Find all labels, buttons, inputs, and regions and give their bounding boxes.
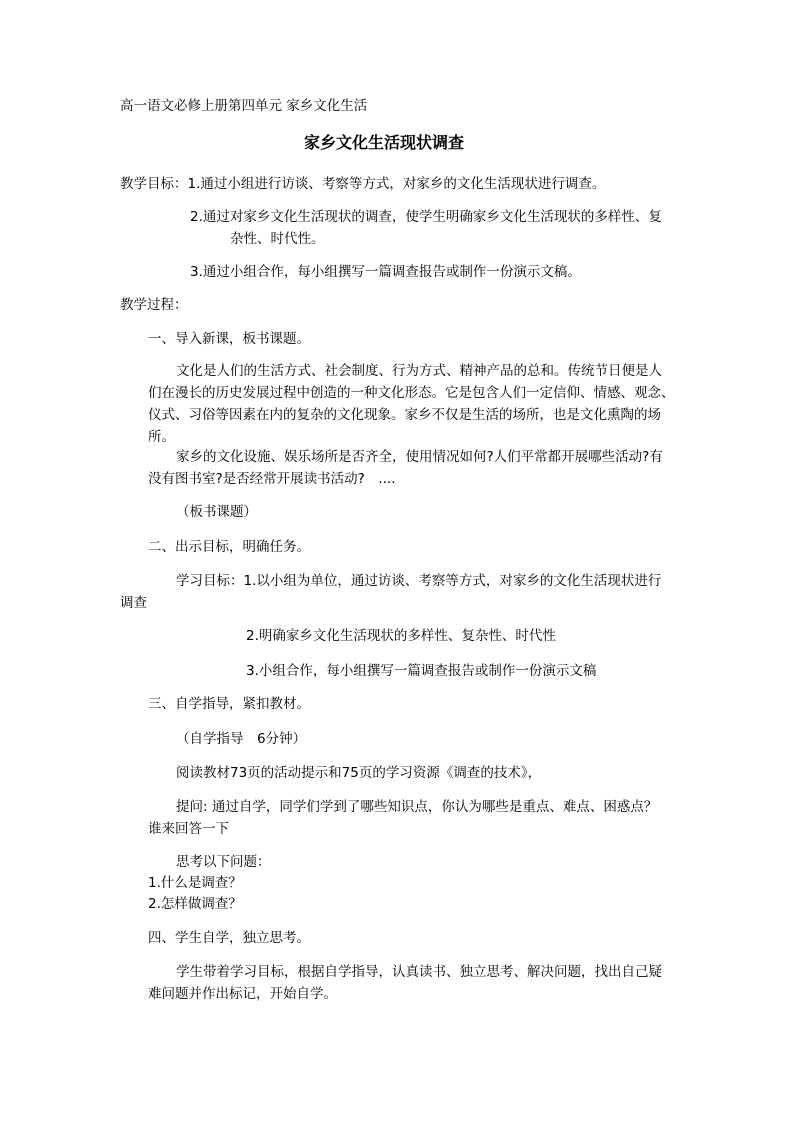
- section-2-goal-line-1: 学习目标：1.以小组为单位，通过访谈、考察等方式，对家乡的文化生活现状进行: [176, 573, 662, 589]
- section-1-para-1-line-3: 仪式、习俗等因素在内的复杂的文化现象。家乡不仅是生活的场所，也是文化熏陶的场: [148, 407, 661, 423]
- objectives-item-2-line-1: 2.通过对家乡文化生活现状的调查，使学生明确家乡文化生活现状的多样性、复: [190, 209, 662, 225]
- section-2-goal-3: 3.小组合作，每小组撰写一篇调查报告或制作一份演示文稿: [246, 663, 597, 679]
- section-4-heading: 四、学生自学，独立思考。: [148, 930, 310, 946]
- section-3-reading: 阅读教材73页的活动提示和75页的学习资源《调查的技术》，: [176, 765, 542, 781]
- section-4-para-line-1: 学生带着学习目标，根据自学指导，认真读书、独立思考、解决问题，找出自己疑: [176, 964, 662, 980]
- section-3-question-2: 2.怎样做调查？: [148, 896, 242, 912]
- section-2-goal-line-2: 调查: [120, 595, 147, 611]
- section-1-heading: 一、导入新课，板书课题。: [148, 331, 310, 347]
- section-1-para-1-line-4: 所。: [148, 429, 175, 445]
- section-1-para-1-line-1: 文化是人们的生活方式、社会制度、行为方式、精神产品的总和。传统节日便是人: [176, 363, 662, 379]
- process-label: 教学过程：: [120, 297, 188, 313]
- page-title: 家乡文化生活现状调查: [304, 133, 465, 152]
- section-1-para-2-line-2: 没有图书室?是否经常开展读书活动? ....: [148, 471, 396, 487]
- section-2-goal-2: 2.明确家乡文化生活现状的多样性、复杂性、时代性: [246, 628, 556, 644]
- section-2-heading: 二、出示目标，明确任务。: [148, 539, 310, 555]
- objectives-item-1: 教学目标：1.通过小组进行访谈、考察等方式，对家乡的文化生活现状进行调查。: [120, 176, 606, 192]
- unit-heading: 高一语文必修上册第四单元 家乡文化生活: [120, 98, 368, 114]
- section-3-guide: （自学指导 6分钟）: [176, 731, 307, 747]
- section-3-question-line-1: 提问: 通过自学，同学们学到了哪些知识点，你认为哪些是重点、难点、困惑点？: [176, 799, 658, 815]
- section-1-para-2-line-1: 家乡的文化设施、娱乐场所是否齐全，使用情况如何?人们平常都开展哪些活动?有: [176, 449, 663, 465]
- objectives-item-3: 3.通过小组合作，每小组撰写一篇调查报告或制作一份演示文稿。: [190, 264, 581, 280]
- objectives-item-2-line-2: 杂性、时代性。: [230, 231, 325, 247]
- section-1-note: （板书课题）: [176, 504, 257, 520]
- section-1-para-1-line-2: 们在漫长的历史发展过程中创造的一种文化形态。它是包含人们一定信仰、情感、观念、: [148, 385, 675, 401]
- section-3-heading: 三、自学指导，紧扣教材。: [148, 696, 310, 712]
- section-3-question-1: 1.什么是调查？: [148, 875, 242, 891]
- section-4-para-line-2: 难问题并作出标记，开始自学。: [148, 986, 337, 1002]
- section-3-question-line-2: 谁来回答一下: [148, 821, 229, 837]
- section-3-think-label: 思考以下问题：: [176, 854, 271, 870]
